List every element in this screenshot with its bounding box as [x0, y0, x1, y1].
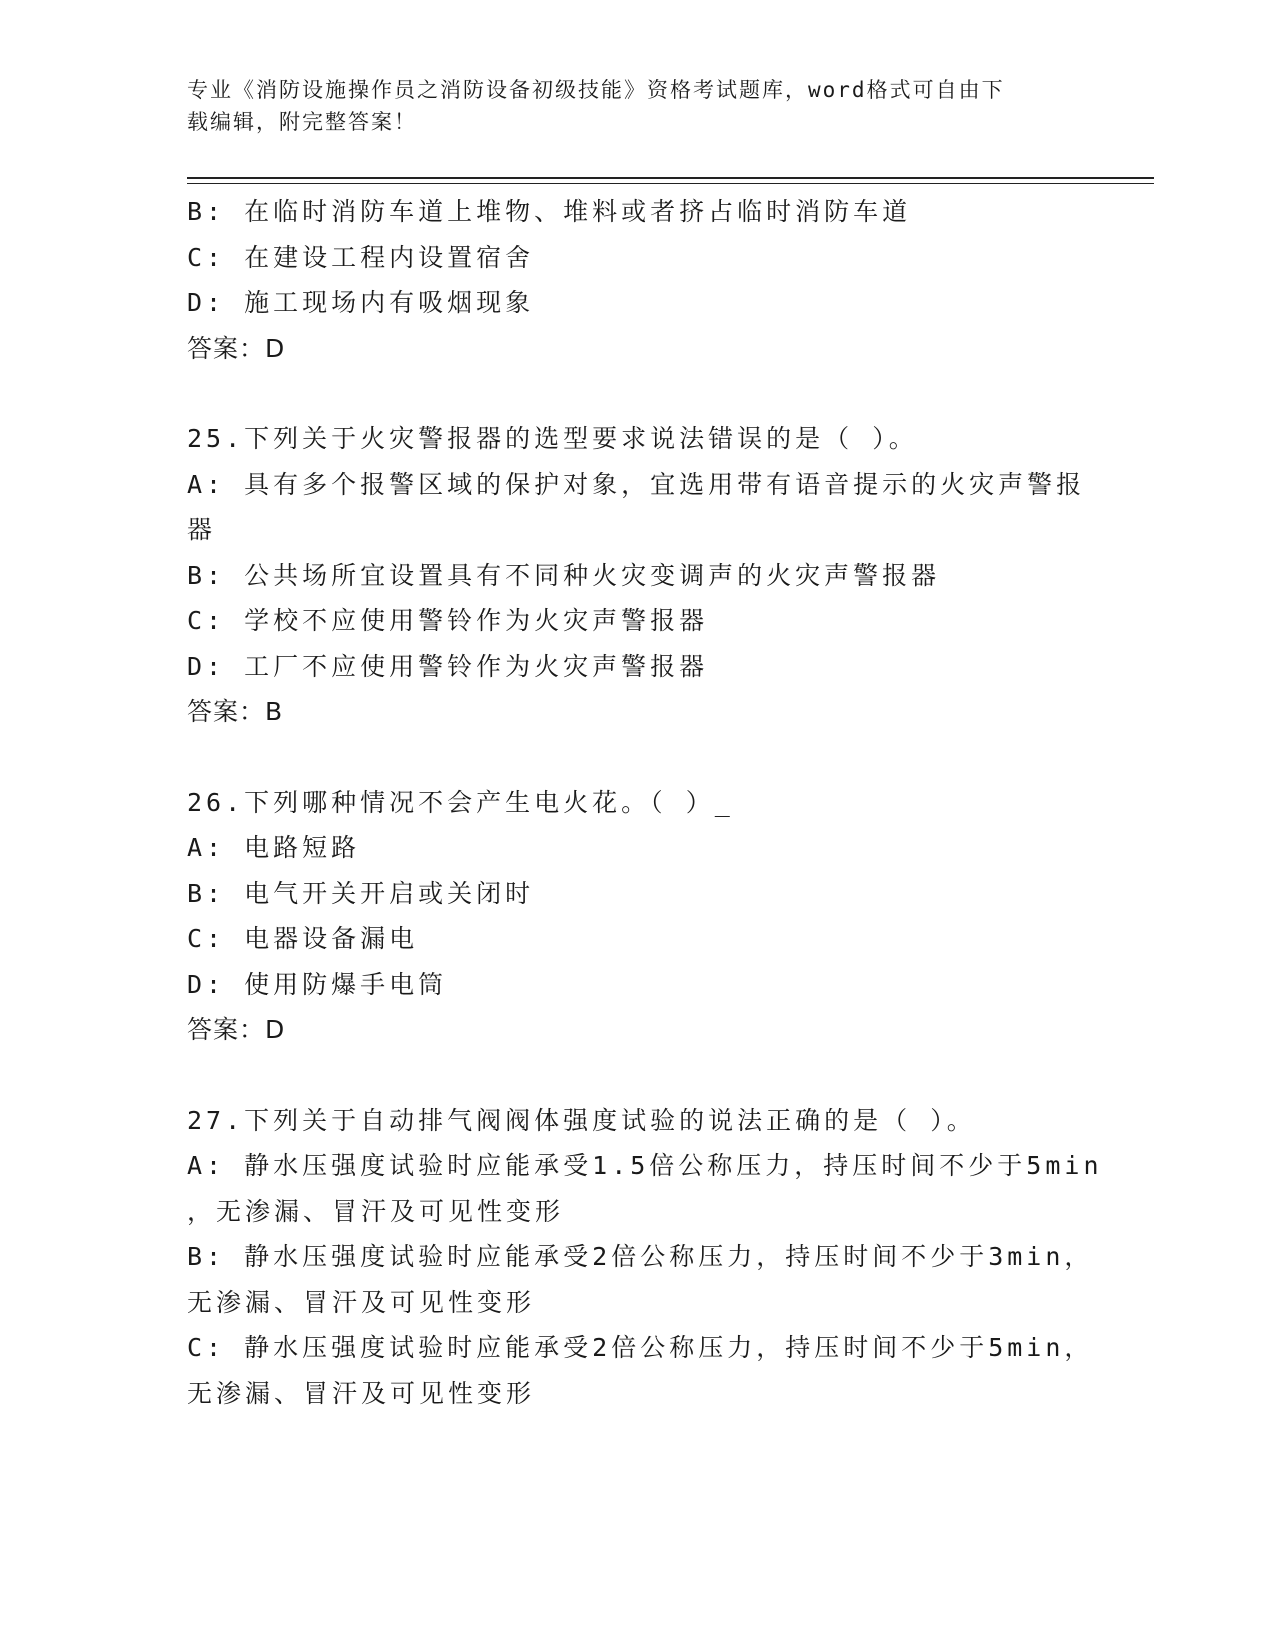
option-c: C: 电器设备漏电: [187, 924, 419, 953]
option-b: B: 电气开关开启或关闭时: [187, 878, 535, 908]
option-a-line-1: A: 静水压强度试验时应能承受1.5倍公称压力，持压时间不少于5min: [187, 1151, 1103, 1180]
option-c: C: 学校不应使用警铃作为火灾声警报器: [187, 606, 709, 635]
answer: 答案：D: [187, 333, 286, 363]
option-c-line-1: C: 静水压强度试验时应能承受2倍公称压力，持压时间不少于5min，: [187, 1333, 1094, 1362]
option-d: D: 工厂不应使用警铃作为火灾声警报器: [187, 651, 709, 681]
question-content: [187, 189, 1103, 1416]
option-b: B: 公共场所宜设置具有不同种火灾变调声的火灾声警报器: [187, 560, 941, 590]
option-d: D: 使用防爆手电筒: [187, 969, 448, 999]
option-d: D: 施工现场内有吸烟现象: [187, 288, 535, 317]
option-b-line-1: B: 静水压强度试验时应能承受2倍公称压力，持压时间不少于3min，: [187, 1242, 1094, 1271]
question-block-26: [187, 780, 1087, 1053]
option-a-line-2: ，无渗漏、冒汗及可见性变形: [187, 1196, 565, 1226]
option-c: C: 在建设工程内设置宿舍: [187, 242, 535, 272]
header-line-1: 专业《消防设施操作员之消防设备初级技能》资格考试题库，word格式可自由下: [187, 78, 1005, 102]
header-divider: [187, 177, 1154, 179]
header-line-2: 载编辑，附完整答案！: [187, 110, 417, 134]
question-block-27: [187, 1098, 1103, 1417]
question-text: 27.下列关于自动排气阀阀体强度试验的说法正确的是（ ）。: [187, 1105, 976, 1135]
answer: 答案：D: [187, 1015, 286, 1044]
question-block-prev: [187, 189, 1087, 371]
page-header: [187, 74, 1087, 138]
option-a: A: 电路短路: [187, 833, 361, 862]
option-b-line-2: 无渗漏、冒汗及可见性变形: [187, 1287, 536, 1317]
option-a-line-2: 器: [187, 515, 217, 544]
option-a-line-1: A: 具有多个报警区域的保护对象，宜选用带有语音提示的火灾声警报: [187, 469, 1086, 499]
header-divider-thin: [187, 183, 1154, 184]
question-block-25: [187, 416, 1087, 735]
option-b: B: 在临时消防车道上堆物、堆料或者挤占临时消防车道: [187, 197, 912, 226]
question-text: 25.下列关于火灾警报器的选型要求说法错误的是（ ）。: [187, 424, 918, 453]
answer: 答案：B: [187, 697, 284, 726]
option-c-line-2: 无渗漏、冒汗及可见性变形: [187, 1378, 536, 1408]
question-text: 26.下列哪种情况不会产生电火花。（ ）_: [187, 787, 734, 817]
